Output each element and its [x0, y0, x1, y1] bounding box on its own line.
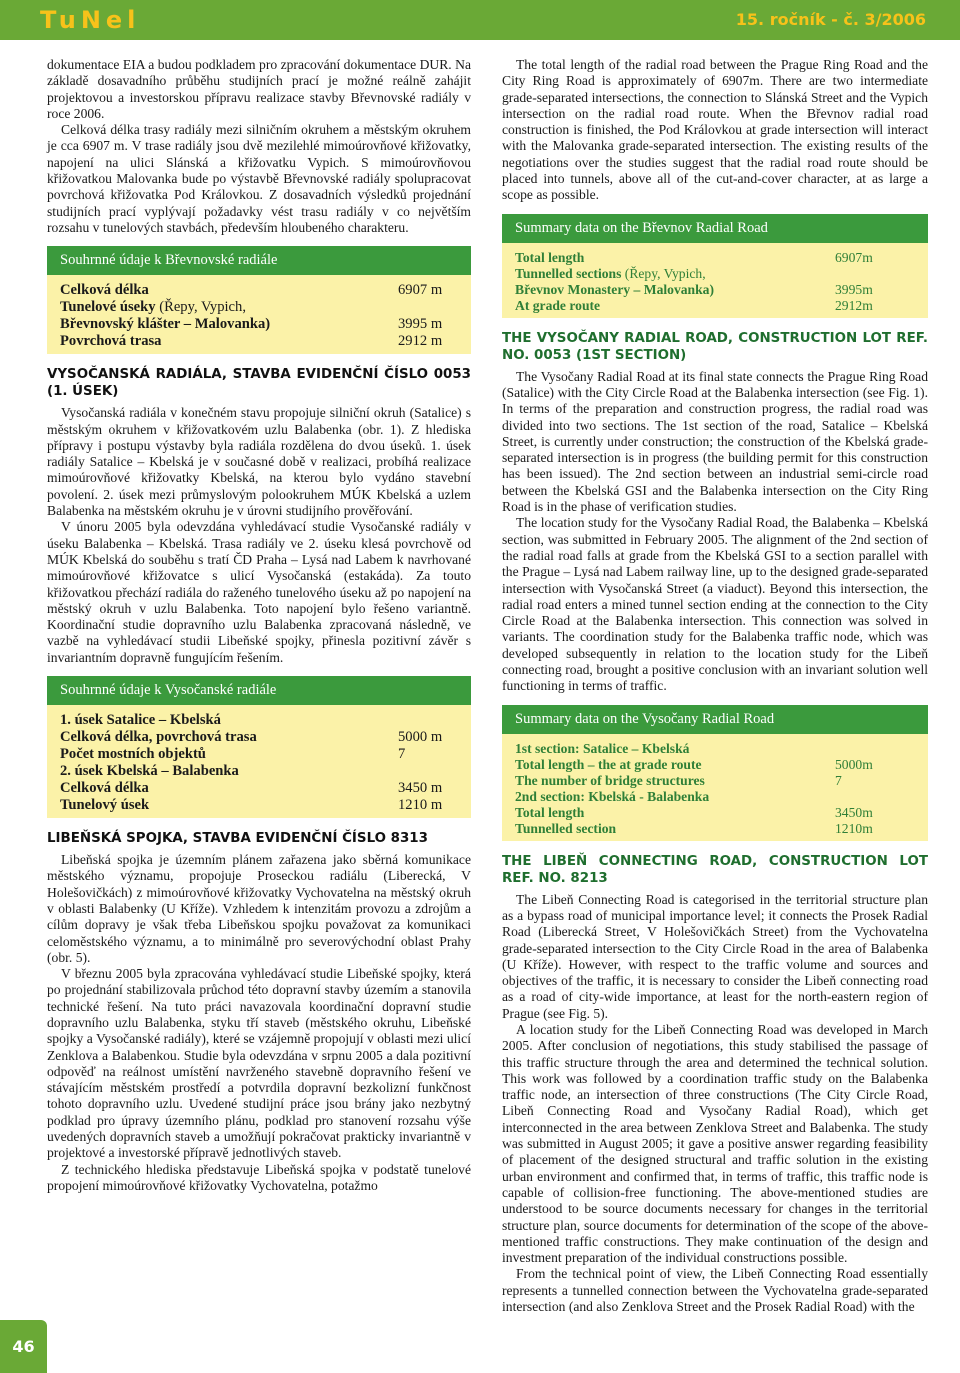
summary-box-vysocany-cz	[47, 676, 471, 818]
summary-row: Total length 3450m	[515, 804, 873, 820]
summary-row: Tunelový úsek 1210 m	[60, 797, 443, 814]
paragraph: Vysočanská radiála v konečném stavu propojuje silniční okruh (Satalice) s městským okruhem v křižovatkovém uzlu Balabenka (obr. 1). Z hlediska přípravy i postupu výstavby byla radiála rozdělena do dvou úseků. 1. úsek radiály Satalice – Kbelská je v současné době v realizaci, probíhá realizace mimoúrovňové křižovatky Kbelská, na kterou bylo vydáno stavební povolení. 2. úsek mezi průmyslovým polookruhem MÚK Kbelská a uzlem Balabenka na městském okruhu je v úrovni studijního prověřování.	[47, 405, 471, 519]
paragraph: V březnu 2005 byla zpracována vyhledávací studie Libeňské spojky, která po projednání stabilizovala průchod této dopravní stavby územím a stanovila technické řešení. Na tuto práci navazovala koordinační dopravní studie dopravního uzlu Balabenka, styku tří staveb (městského okruhu, Libeňské spojky a Vysočanské radiály), které se vzájemně propojují v oblasti mezi ulicí Zenklova a Balabenkou. Studie byla odevzdána v srpnu 2005 a dala pozitivní odpověď na reálnost umístění navrženého stavebně dopravního řešení ve stávajícím městském prostředí a potvrdila dopravní bezkolizní funkčnost tohoto dopravního uzlu. Uvedené studijní práce jsou brány jako nezbytný podklad pro úpravy územního plánu, podklad pro stanovení rozsahu výše uvedených dopravních staveb a umožňují pokračovat prakticky invariantně v projektové a investorské přípravě jednotlivých staveb.	[47, 966, 471, 1161]
paragraph: A location study for the Libeň Connecting Road was developed in March 2005. After conclusion of negotiations, this study stabilised the passage of this traffic structure through the area and determined the technical solution. This work was followed by a coordination traffic study on the Balabenka traffic node, an intersection of three constructions (The City Circle Road, Libeň Connecting Road and Vysočany Radial Road), which get interconnected in the area between Zenklova Street and Balabenka. The study was submitted in August 2005; it gave a positive answer regarding feasibility of placement of the designed structural and traffic solution in the existing urban environment and confirmed that, in terms of traffic, this traffic node is capable of collision-free functioning. The above-mentioned studies are understood to be source documents necessary for changes in the territorial structure plan, source documents for determination of the scope of the above-mentioned traffic constructions. They make continuation of the design and investment preparation of the individual constructions possible.	[502, 1021, 928, 1266]
page-number: 46	[0, 1320, 47, 1373]
summary-row: 2. úsek Kbelská – Balabenka	[60, 763, 239, 780]
summary-box-body	[47, 705, 471, 818]
column-english	[502, 57, 928, 1315]
summary-box-brevnov-cz	[47, 246, 471, 354]
summary-box-brevnov-en	[502, 214, 928, 318]
paragraph: The location study for the Vysočany Radial Road, the Balabenka – Kbelská section, was submitted in February 2005. The alignment of the 2nd section of the radial road falls at grade from the Kbelská GSI to a section parallel with the Prague – Lysá nad Labem railway line, up to the designed grade-separated intersection with Vysočanská Street (a viaduct). Beyond this intersection, the radial road enters a mined tunnel section ending at the connection to the City Circle Road at the Balabenka intersection. This connection was solved in variants. The coordination study for the Balabenka traffic node, which was developed subsequently in relation to the location study for the Libeň connecting road, brought a positive conclusion with an invariant solution well functioning in terms of traffic.	[502, 515, 928, 694]
summary-row: Total length – the at grade route 5000m	[515, 756, 873, 772]
issue-label: 15. ročník - č. 3/2006	[735, 10, 926, 29]
summary-box-title: Summary data on the Břevnov Radial Road	[502, 214, 928, 243]
paragraph: The total length of the radial road between the Prague Ring Road and the City Ring Road is approximately of 6907m. There are two intermediate grade-separated intersections, the connection to Slánská Street and the Vypich intersection on the radial road route. When the Břevnov radial road construction is finished, the Pod Královkou at grade intersection will interact with the Malovanka grade-separated intersection. The existing results of the negotiations over the studies suggest that the radial road route should be placed into tunnels, above all of the cut-and-cover character, at as large a scope as possible.	[502, 57, 928, 203]
summary-row: Celková délka 6907 m	[60, 282, 443, 299]
section-heading: THE LIBEŇ CONNECTING ROAD, CONSTRUCTION LOT REF. NO. 8213	[502, 853, 928, 886]
summary-row: Tunnelled section 1210m	[515, 820, 873, 836]
summary-box-title: Souhrnné údaje k Břevnovské radiále	[47, 246, 471, 275]
paragraph: The Libeň Connecting Road is categorised in the territorial structure plan as a bypass road of municipal importance level; it connects the Prosek Radial Road (Liberecká Street, V Holešovičkách Street) from the Vychovatelna grade-separated intersection to the City Circle Road in the area of Balabenka (U Kříže). However, with respect to the traffic volume and sources and objectives of the traffic, it is necessary to consider the Libeň connecting road as a road of city-wide importance, at least for the north-eastern region of Prague (see Fig. 5).	[502, 891, 928, 1021]
summary-row: At grade route 2912m	[515, 297, 873, 313]
paragraph: Celková délka trasy radiály mezi silničním okruhem a městským okruhem je cca 6907 m. V trase radiály jsou dvě mezilehlé mimoúrovňové křižovatky, napojení na ulici Slánská a křižovatku Vypich. S mimoúrovňovou křižovatkou Malovanka bude po výstavbě Břevnovské radiály spolupracovat povrchová křižovatka Pod Královkou. Z dosavadních výsledků projednání studijních prací vyplývají požadavky vést trasu radiály v co největším rozsahu v tunelových stavbách, především hloubeného charakteru.	[47, 122, 471, 235]
summary-box-body	[47, 275, 471, 354]
section-heading: VYSOČANSKÁ RADIÁLA, STAVBA EVIDENČNÍ ČÍSLO 0053 (1. ÚSEK)	[47, 367, 471, 400]
column-czech	[47, 57, 471, 1194]
summary-box-title: Summary data on the Vysočany Radial Road	[502, 705, 928, 734]
summary-row: Břevnov Monastery – Malovanka) 3995m	[515, 281, 873, 297]
summary-row: Břevnovský klášter – Malovanka) 3995 m	[60, 316, 443, 333]
summary-box-vysocany-en	[502, 705, 928, 841]
summary-row: Povrchová trasa 2912 m	[60, 333, 443, 350]
summary-row: 1. úsek Satalice – Kbelská	[60, 712, 221, 729]
summary-row: The number of bridge structures 7	[515, 772, 842, 788]
summary-row: Počet mostních objektů 7	[60, 746, 406, 763]
header-bar	[0, 0, 960, 40]
summary-row: Tunelové úseky (Řepy, Vypich,	[60, 299, 246, 316]
summary-row: 1st section: Satalice – Kbelská	[515, 740, 690, 756]
summary-box-body	[502, 734, 928, 841]
section-heading: LIBEŇSKÁ SPOJKA, STAVBA EVIDENČNÍ ČÍSLO 8313	[47, 831, 428, 847]
paragraph: V únoru 2005 byla odevzdána vyhledávací studie Vysočanské radiály v úseku Balabenka – Kbelská. Trasa radiály ve 2. úseku klesá povrchově od MÚK Kbelská do souběhu s tratí ČD Praha – Lysá nad Labem k navrhované mimoúrovňové křižovatce s ulicí Vysočanská (estakáda). Za touto křižovatkou přechází radiála do raženého tunelového úseku až po napojení na městský okruh v uzlu Balabenka. Toto napojení bylo řešeno variantně. Koordinační studie dopravního uzlu Balabenka zpracovaná následně, ve vazbě na vyhledávací studii Libeňské spojky, přinesla pozitivní závěr s invariantním dopravně fungujícím řešením.	[47, 519, 471, 665]
summary-box-title: Souhrnné údaje k Vysočanské radiále	[47, 676, 471, 705]
summary-box-body	[502, 243, 928, 318]
summary-row: Celková délka, povrchová trasa 5000 m	[60, 729, 443, 746]
section-heading: THE VYSOČANY RADIAL ROAD, CONSTRUCTION LOT REF. NO. 0053 (1ST SECTION)	[502, 330, 928, 363]
paragraph: dokumentace EIA a budou podkladem pro zpracování dokumentace DUR. Na základě dosavadního průběhu studijních prací je možné reálně zahájit projektovou a investorskou přípravu realizace stavby Břevnovské radiály v roce 2006.	[47, 57, 471, 121]
paragraph: From the technical point of view, the Libeň Connecting Road essentially represents a tunnelled connection between the Vychovatelna grade-separated intersection (and also Zenklova Street and the Prosek Radial Road) with the	[502, 1266, 928, 1315]
paragraph: The Vysočany Radial Road at its final state connects the Prague Ring Road (Satalice) with the City Circle Road at the Balabenka intersection (see Fig. 1). In terms of the preparation and construction progress, the radial road was divided into two sections. The 1st section of the road, Satalice – Kbelská Street, is currently under construction; the construction of the Kbelská grade-separated intersection is in progress (the building permit for this construction has been issued). The 2nd section between an industrial semi-circle road between the Kbelská GSI and the Balabenka intersection on the City Ring Road is in the phase of verification studies.	[502, 368, 928, 515]
magazine-logo: TuNel	[40, 6, 141, 34]
summary-row: Celková délka 3450 m	[60, 780, 443, 797]
summary-row: 2nd section: Kbelská - Balabenka	[515, 788, 710, 804]
summary-row: Total length 6907m	[515, 249, 873, 265]
summary-row: Tunnelled sections (Řepy, Vypich,	[515, 265, 706, 281]
paragraph: Libeňská spojka je územním plánem zařazena jako sběrná komunikace městského významu, propojuje Proseckou radiálu (Liberecká, V Holešovičkách) z mimoúrovňové křižovatky Vychovatelna na městský okruh v oblasti Balabenky (U Kříže). Vzhledem k intenzitám provozu a zdrojům a cílům dopravy je však třeba Libeňskou spojku považovat za komunikaci celoměstského významu, a to minimálně pro severovýchodní oblast Prahy (obr. 5).	[47, 852, 471, 965]
paragraph: Z technického hlediska představuje Libeňská spojka v podstatě tunelové propojení mimoúrovňové křižovatky Vychovatelna, potažmo	[47, 1161, 471, 1193]
